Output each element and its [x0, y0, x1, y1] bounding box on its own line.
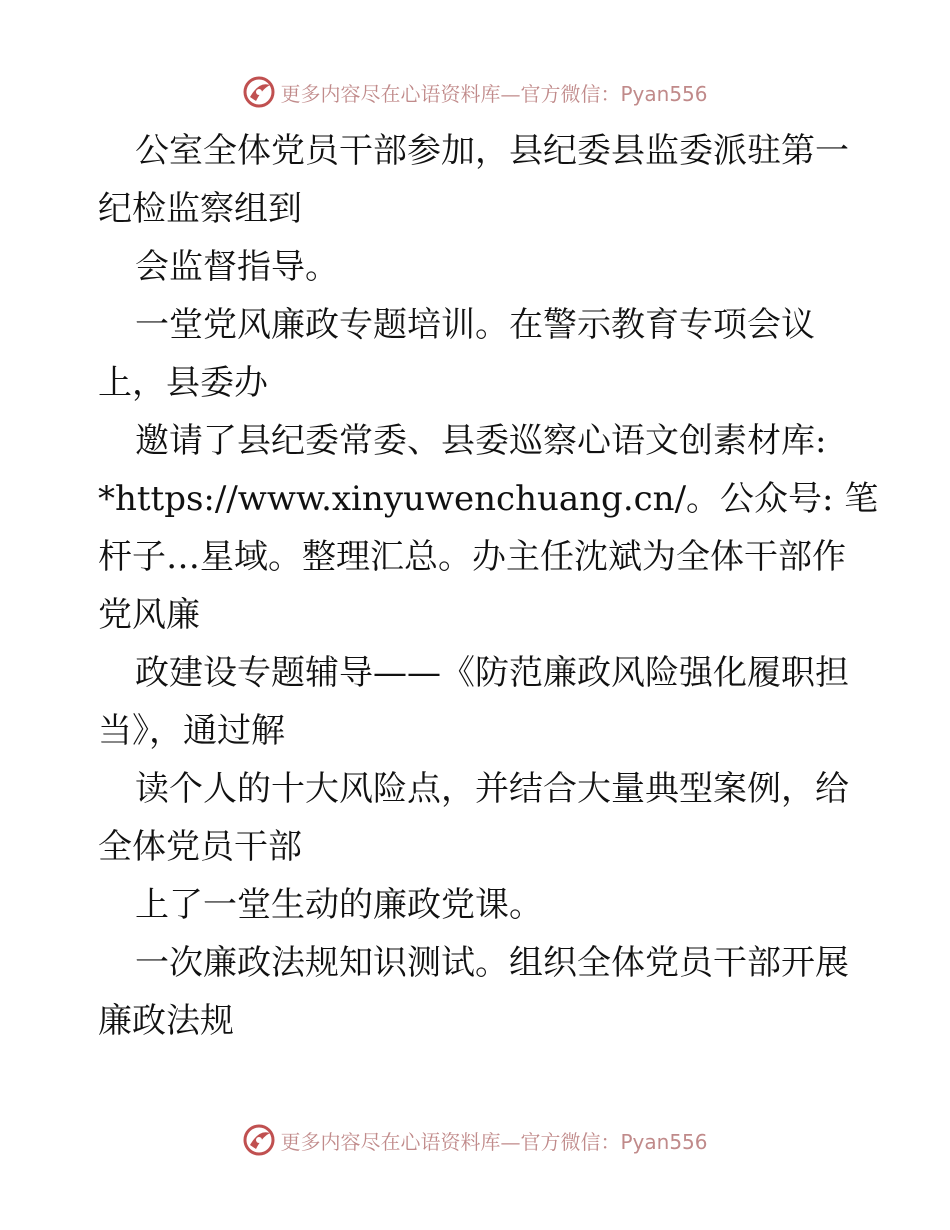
brand-logo-icon — [242, 75, 276, 109]
text-line: 杆子…星域。整理汇总。办主任沈斌为全体干部作 — [98, 537, 846, 577]
watermark-handle: Pyan556 — [620, 81, 708, 106]
text-line: 党风廉 — [98, 595, 200, 635]
text-line: 邀请了县纪委常委、县委巡察心语文创素材库: — [135, 421, 827, 461]
header-watermark — [0, 72, 950, 112]
text-line: 政建设专题辅导——《防范廉政风险强化履职担 — [135, 653, 849, 693]
text-line: 公室全体党员干部参加，县纪委县监委派驻第一 — [135, 131, 849, 171]
watermark-text: 更多内容尽在心语资料库—官方微信：Pyan556 — [280, 1129, 708, 1154]
text-line: 读个人的十大风险点，并结合大量典型案例，给 — [135, 769, 849, 809]
watermark-text: 更多内容尽在心语资料库—官方微信：Pyan556 — [280, 81, 708, 106]
text-line: 廉政法规 — [98, 1001, 234, 1041]
text-line: 上了一堂生动的廉政党课。 — [135, 885, 543, 925]
footer-watermark — [0, 1120, 950, 1160]
text-line: 当》，通过解 — [98, 711, 285, 751]
text-line: 一堂党风廉政专题培训。在警示教育专项会议 — [135, 305, 815, 345]
brand-logo-icon — [242, 1123, 276, 1157]
text-line: 会监督指导。 — [135, 247, 339, 287]
text-line: 上，县委办 — [98, 363, 268, 403]
text-line: *https://www.xinyuwenchuang.cn/。公众号: 笔 — [98, 479, 879, 519]
text-line: 全体党员干部 — [98, 827, 302, 867]
document-body — [98, 122, 879, 1050]
text-line: 纪检监察组到 — [98, 189, 302, 229]
text-line: 一次廉政法规知识测试。组织全体党员干部开展 — [135, 943, 849, 983]
watermark-handle: Pyan556 — [620, 1129, 708, 1154]
